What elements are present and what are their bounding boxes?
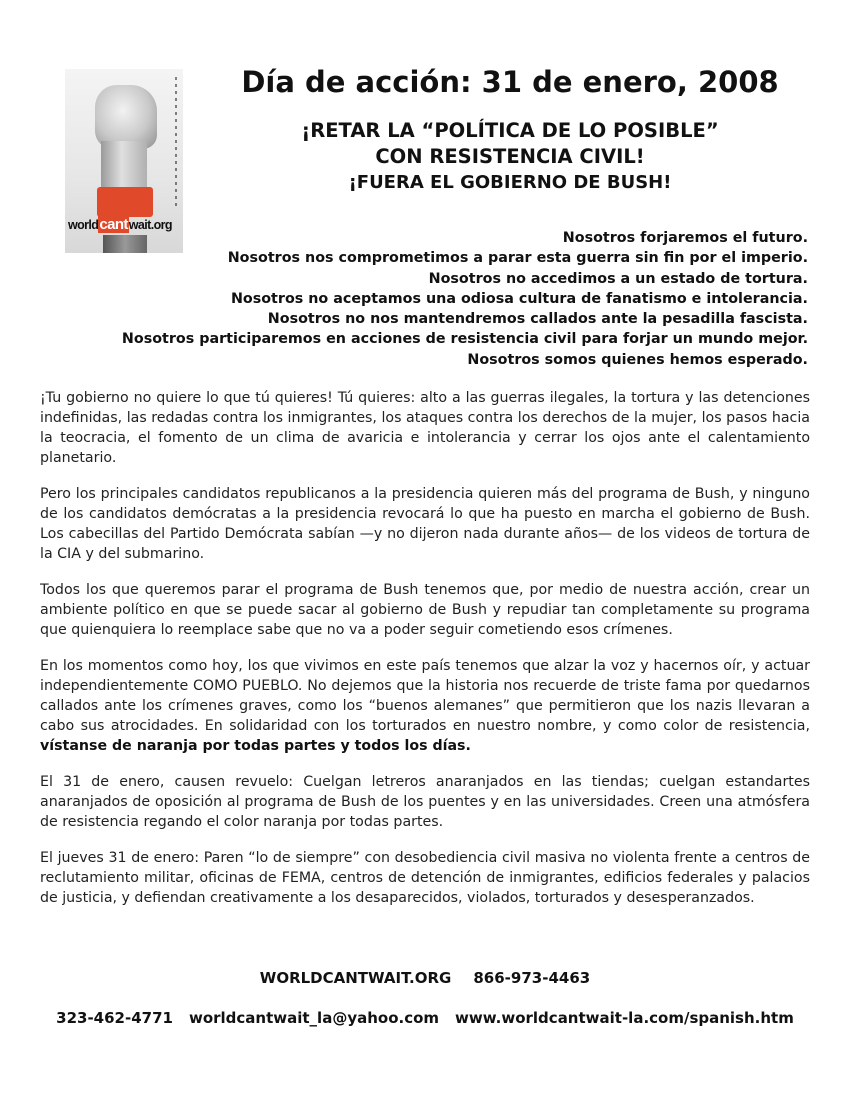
logo-cant: cant — [99, 216, 128, 233]
raised-fist-icon — [95, 85, 157, 149]
paragraph-4-emphasis: vístanse de naranja por todas partes y todos los días. — [40, 738, 471, 754]
page-title: Día de acción: 31 de enero, 2008 — [241, 65, 779, 99]
poster-vertical-text-strip — [175, 77, 177, 207]
website-link[interactable]: WORLDCANTWAIT.ORG — [259, 969, 452, 987]
paragraph-3: Todos los que queremos parar el programa de Bush tenemos que, por medio de nuestra acción, crear un ambiente político en que se puede sacar al gobierno de Bush y repudiar tan completamente su programa que quienquiera lo reemplace sabe que no va a poder seguir cometiendo esos crímenes. — [40, 582, 810, 638]
subtitle-line-3: ¡FUERA EL GOBIERNO DE BUSH! — [348, 172, 672, 193]
phone-national: 866-973-4463 — [473, 969, 591, 987]
pledge-item: Nosotros somos quienes hemos esperado. — [467, 351, 808, 368]
paragraph-1: ¡Tu gobierno no quiere lo que tú quieres! Tú quieres: alto a las guerras ilegales, la tortura y las detenciones indefinidas, las redadas contra los inmigrantes, los ataques contra los derechos de la mujer, los pasos hacia la teocracia, el fomento de un clima de avaricia e intolerancia y cerrar los ojos ante el calentamiento planetario. — [40, 390, 810, 466]
pledge-item: Nosotros no nos mantendremos callados ante la pesadilla fascista. — [267, 311, 808, 328]
orange-wristband — [97, 187, 153, 217]
body-text — [40, 388, 810, 924]
paragraph-6: El jueves 31 de enero: Paren “lo de siempre” con desobediencia civil masiva no violenta frente a centros de reclutamiento militar, oficinas de FEMA, centros de detención de inmigrantes, edificios federales y palacios de justicia, y defiendan creativamente a los desaparecidos, violados, torturados y desesperanzados. — [40, 850, 810, 906]
paragraph-5: El 31 de enero, causen revuelo: Cuelgan letreros anaranjados en las tiendas; cuelgan estandartes anaranjados de oposición al programa de Bush de los puentes y en las universidades. Creen una atmósfera de resistencia regando el color naranja por todas partes. — [40, 774, 810, 830]
footer-contact-national — [40, 969, 810, 987]
subtitle-line-1: ¡RETAR LA “POLÍTICA DE LO POSIBLE” — [301, 119, 719, 142]
url-link[interactable]: www.worldcantwait-la.com/spanish.htm — [455, 1009, 794, 1027]
subtitle-line-2: CON RESISTENCIA CIVIL! — [375, 145, 645, 168]
paragraph-4-text: En los momentos como hoy, los que vivimos en este país tenemos que alzar la voz y hacernos oír, y actuar independientemente COMO PUEBLO. No dejemos que la historia nos recuerde de triste fama por quedarnos callados ante los crímenes graves, como los “buenos alemanes” que permitieron que los nazis llevaran a cabo sus atrocidades. En solidaridad con los torturados en nuestro nombre, y como color de resistencia, — [40, 658, 810, 734]
paragraph-2: Pero los principales candidatos republicanos a la presidencia quieren más del programa de Bush, y ninguno de los candidatos demócratas a la presidencia revocará lo que ha puesto en marcha el gobierno de Bush. Los cabecillas del Partido Demócrata sabían —y no dijeron nada durante años— de los videos de tortura de la CIA y del submarino. — [40, 486, 810, 562]
pledge-item: Nosotros participaremos en acciones de resistencia civil para forjar un mundo mejor. — [121, 331, 808, 348]
phone-la: 323-462-4771 — [56, 1009, 173, 1027]
footer-contact-local — [30, 1009, 820, 1027]
email-link[interactable]: worldcantwait_la@yahoo.com — [188, 1009, 440, 1027]
logo-wait-org: wait.org — [128, 218, 172, 232]
subtitle — [200, 118, 820, 196]
pledge-list — [68, 228, 808, 370]
logo-world: world — [68, 218, 99, 232]
pledge-item: Nosotros no aceptamos una odiosa cultura de fanatismo e intolerancia. — [230, 290, 808, 307]
poster-image — [65, 69, 183, 253]
pledge-item: Nosotros no accedimos a un estado de tortura. — [428, 270, 808, 287]
pledge-item: Nosotros nos comprometimos a parar esta guerra sin fin por el imperio. — [227, 250, 808, 267]
pledge-item: Nosotros forjaremos el futuro. — [562, 230, 808, 246]
paragraph-4 — [40, 656, 810, 756]
